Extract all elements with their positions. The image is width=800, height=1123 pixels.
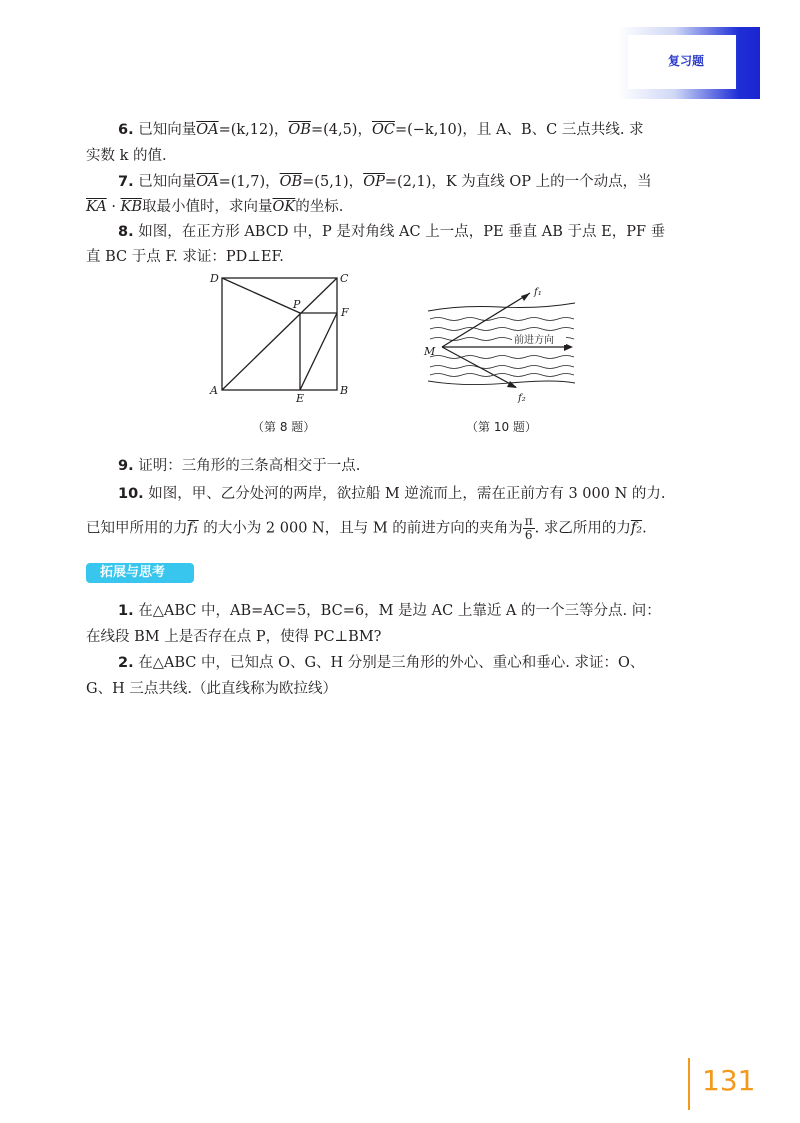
label-p: P bbox=[293, 298, 301, 311]
page-number: 131 bbox=[702, 1064, 756, 1097]
label-e: E bbox=[296, 392, 305, 405]
extension-q2-line-2: G、H 三点共线.（此直线称为欧拉线） bbox=[86, 681, 337, 697]
label-b: B bbox=[340, 384, 349, 397]
figure-8-caption: （第 8 题） bbox=[252, 420, 316, 434]
problem-8-line-2: 直 BC 于点 F. 求证：PD⊥EF. bbox=[86, 249, 284, 265]
figure-10-diagram bbox=[420, 283, 580, 408]
extension-q1-line-2: 在线段 BM 上是否存在点 P，使得 PC⊥BM? bbox=[86, 629, 382, 645]
f2-arrowhead bbox=[507, 381, 517, 388]
diagonal-ac bbox=[222, 278, 337, 390]
label-m: M bbox=[424, 345, 436, 358]
problem-6-line-1: 6. 已知向量$\overline{OA}=(k,12)$，$\overline{OB}=(4,5)$，$\overline{OC}=(-k,10)$，且 A、B、C 三点共线. 求 bbox=[118, 122, 644, 138]
f1-arrowhead bbox=[521, 293, 530, 301]
label-direction: 前进方向 bbox=[514, 335, 554, 346]
label-f: F bbox=[341, 306, 349, 319]
label-f1: f₁ bbox=[534, 287, 542, 298]
extension-q2-line-1: 2. 在△ABC 中，已知点 O、G、H 分别是三角形的外心、重心和垂心. 求证：O、 bbox=[118, 655, 645, 671]
label-f2: f₂ bbox=[518, 393, 526, 404]
problem-10-line-2: 已知甲所用的力f₁ 的大小为 2 000 N，且与 M 的前进方向的夹角为 $\frac{\pi}{6}$ . 求乙所用的力f₂. bbox=[86, 514, 647, 542]
problem-7-line-1: 7. 已知向量$\overline{OA}=(1,7)$，$\overline{OB}=(5,1)$，$\overline{OP}=(2,1)$，K 为直线 OP 上的一个动点，当 bbox=[118, 174, 652, 190]
label-a: A bbox=[210, 384, 218, 397]
extension-q1-line-1: 1. 在△ABC 中，AB=AC=5，BC=6，M 是边 AC 上靠近 A 的一个三等分点. 问： bbox=[118, 603, 661, 619]
segment-pd bbox=[222, 278, 300, 313]
problem-6-line-2: 实数 k 的值. bbox=[86, 148, 167, 164]
problem-10-line-1: 10. 如图，甲、乙分处河的两岸，欲拉船 M 逆流而上，需在正前方有 3 000 N 的力. bbox=[118, 486, 666, 502]
label-d: D bbox=[210, 272, 219, 285]
fraction-pi-over-6: $\frac{\pi}{6}$ bbox=[524, 514, 533, 542]
figure-8-diagram bbox=[205, 270, 355, 405]
problem-7-line-2: $\overline{KA} \cdot \overline{KB}$取最小值时，求向量$\overline{OK}$的坐标. bbox=[86, 199, 344, 215]
extension-badge: 拓展与思考 bbox=[86, 563, 194, 583]
problem-8-line-1: 8. 如图，在正方形 ABCD 中，P 是对角线 AC 上一点，PE 垂直 AB 于点 E，PF 垂 bbox=[118, 224, 666, 240]
label-c: C bbox=[340, 272, 349, 285]
section-title: 复习题 bbox=[668, 54, 705, 68]
figure-10-caption: （第 10 题） bbox=[466, 420, 537, 434]
page-number-rule bbox=[688, 1058, 690, 1110]
problem-9: 9. 证明：三角形的三条高相交于一点. bbox=[118, 458, 361, 474]
segment-ef bbox=[300, 313, 337, 390]
force-f2-vector bbox=[442, 347, 516, 387]
